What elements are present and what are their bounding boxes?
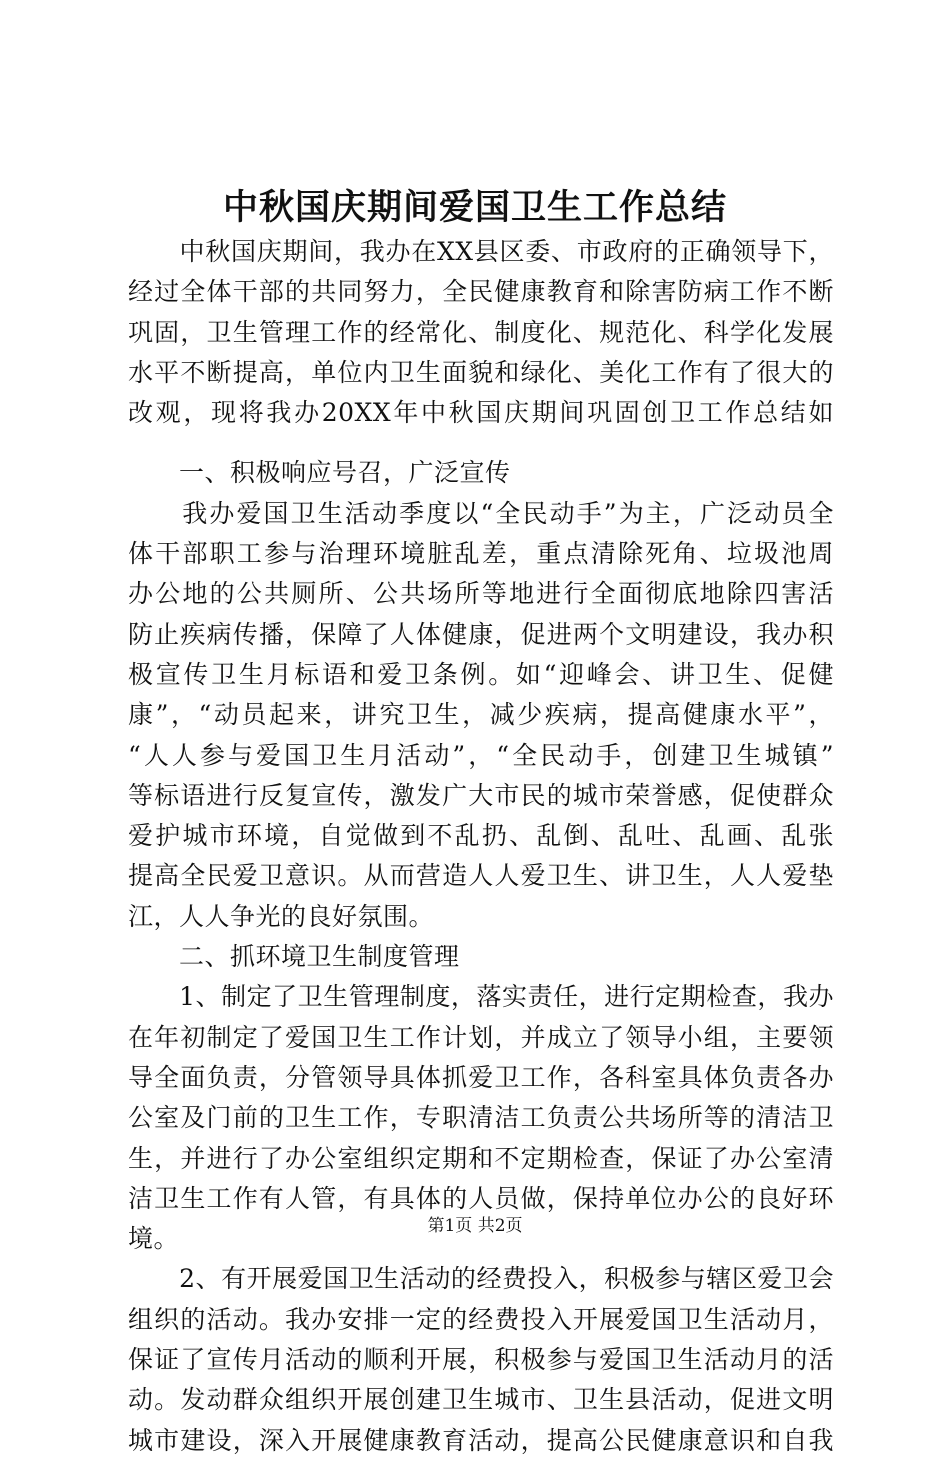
body-line: 巩固，卫生管理工作的经常化、制度化、规范化、科学化发展 (128, 317, 834, 347)
body-line: 防止疾病传播，保障了人体健康，促进两个文明建设，我办积 (128, 619, 834, 649)
body-line: 在年初制定了爱国卫生工作计划，并成立了领导小组，主要领 (128, 1022, 834, 1052)
body-line: 生，并进行了办公室组织定期和不定期检查，保证了办公室清 (128, 1143, 834, 1173)
body-line: “人人参与爱国卫生月活动”，“全民动手，创建卫生城镇” (128, 740, 834, 770)
body-line: 境。 (128, 1224, 180, 1254)
body-line: 康”，“动员起来，讲究卫生，减少疾病，提高健康水平”， (128, 700, 834, 730)
paragraph-gap (128, 433, 834, 453)
document-title: 中秋国庆期间爱国卫生工作总结 (222, 187, 727, 228)
body-line: 公室及门前的卫生工作，专职清洁工负责公共场所等的清洁卫 (128, 1103, 834, 1133)
document-body (128, 232, 834, 1461)
body-line: 保证了宣传月活动的顺利开展，积极参与爱国卫生活动月的活 (128, 1345, 834, 1375)
page-number: 第1页 共2页 (427, 1216, 523, 1236)
body-line: 办公地的公共厕所、公共场所等地进行全面彻底地除四害活 (128, 579, 834, 609)
body-line: 经过全体干部的共同努力，全民健康教育和除害防病工作不断 (128, 277, 834, 307)
body-line: 提高全民爱卫意识。从而营造人人爱卫生、讲卫生，人人爱垫 (128, 861, 834, 891)
body-line: 爱护城市环境，自觉做到不乱扔、乱倒、乱吐、乱画、乱张 (128, 821, 834, 851)
section-heading: 二、抓环境卫生制度管理 (128, 942, 460, 972)
section-heading: 一、积极响应号召，广泛宣传 (128, 458, 511, 488)
body-line: 我办爱国卫生活动季度以“全民动手”为主，广泛动员全 (128, 498, 834, 528)
body-line: 1、制定了卫生管理制度，落实责任，进行定期检查，我办 (128, 982, 834, 1012)
body-line: 体干部职工参与治理环境脏乱差，重点清除死角、垃圾池周 (128, 539, 834, 569)
body-line: 极宣传卫生月标语和爱卫条例。如“迎峰会、讲卫生、促健 (128, 659, 834, 689)
body-line: 中秋国庆期间，我办在XX县区委、市政府的正确领导下， (128, 237, 834, 266)
body-line: 等标语进行反复宣传，激发广大市民的城市荣誉感，促使群众 (128, 780, 834, 810)
body-line: 江，人人争光的良好氛围。 (128, 901, 435, 931)
body-line: 城市建设，深入开展健康教育活动，提高公民健康意识和自我 (128, 1425, 834, 1455)
body-line: 组织的活动。我办安排一定的经费投入开展爱国卫生活动月， (128, 1304, 834, 1334)
body-line: 导全面负责，分管领导具体抓爱卫工作，各科室具体负责各办 (128, 1062, 834, 1092)
body-line: 洁卫生工作有人管，有具体的人员做，保持单位办公的良好环 (128, 1183, 834, 1213)
body-line: 改观，现将我办20XX年中秋国庆期间巩固创卫工作总结如 (128, 398, 834, 428)
body-line: 水平不断提高，单位内卫生面貌和绿化、美化工作有了很大的 (128, 357, 834, 387)
body-line: 动。发动群众组织开展创建卫生城市、卫生县活动，促进文明 (128, 1385, 834, 1415)
body-line: 2、有开展爱国卫生活动的经费投入，积极参与辖区爱卫会 (128, 1264, 834, 1294)
